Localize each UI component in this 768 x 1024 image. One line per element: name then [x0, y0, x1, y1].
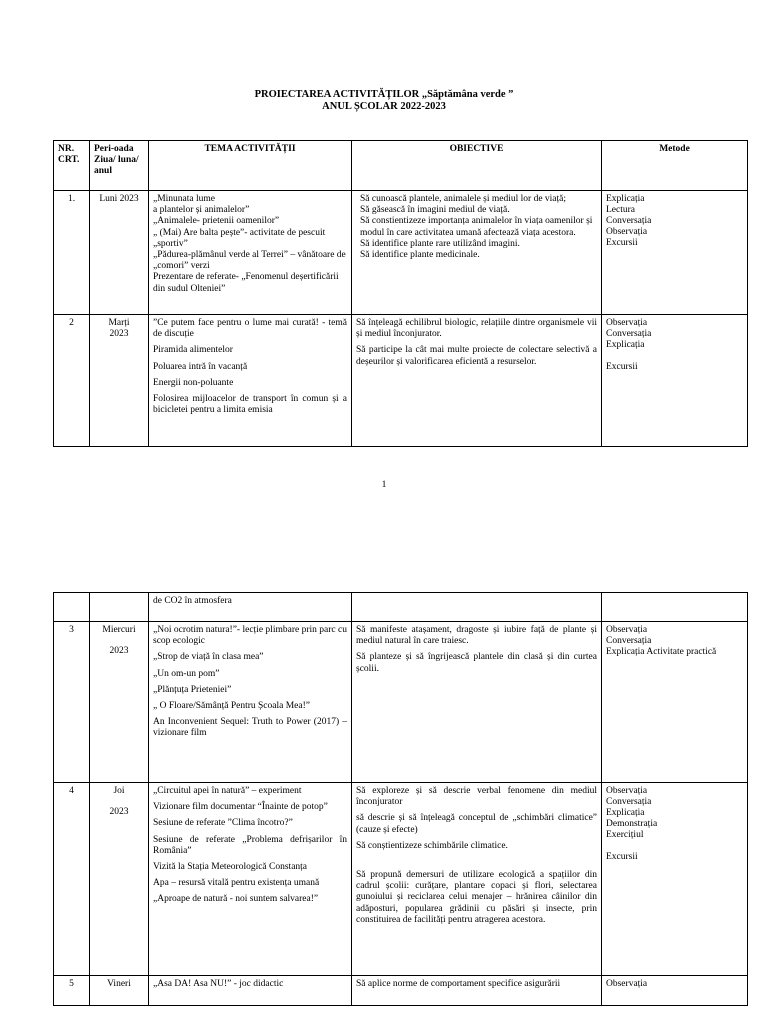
header-objectives: OBIECTIVE — [352, 141, 602, 191]
row-day: Miercuri 2023 — [90, 622, 149, 783]
row-number: 1. — [54, 191, 90, 315]
row-day: Marți 2023 — [90, 315, 149, 447]
row-number: 3 — [54, 622, 90, 783]
row-themes: „Circuitul apei în natură” – experiment Vizionare film documentar “Înainte de potop” Sesiune de referate ”Clima încotro?” Sesiune de referate „Problema defrișarilor în România” Vizită la Stația Meteorologică Constanța Apa – resursă vitală pentru existența umană „Aproape de natură - noi suntem salvarea!” — [149, 783, 352, 976]
row-themes: „Asa DA! Asa NU!” - joc didactic — [149, 976, 352, 1006]
row-methods: Observația Conversația Explicația Activitate practică — [602, 622, 748, 783]
row-objectives: Să înțeleagă echilibrul biologic, relațiile dintre organismele vii și mediul înconjurator. Să participe la cât mai multe proiecte de colectare selectivă a deșeurilor și valorificarea eficientă a resurselor. — [352, 315, 602, 447]
document-title: PROIECTAREA ACTIVITĂȚILOR „Săptămâna verde ” — [254, 89, 514, 100]
row-number: 5 — [54, 976, 90, 1006]
table-row — [54, 976, 748, 1006]
activities-table-page-2 — [53, 592, 748, 1006]
row-themes: „Minunata lume a plantelor și animalelor” „Animalele- prietenii oamenilor” „ (Mai) Are balta pește”- activitate de pescuit „sportiv” „Pădurea-plămânul verde al Terrei” – vânătoare de „comori” verzi Prezentare de referate- „Fenomenul deșertificării din sudul Olteniei” — [149, 191, 352, 315]
row-methods: Observația Conversația Explicația Excursii — [602, 315, 748, 447]
table-row-continuation — [54, 593, 748, 622]
row-objectives: Să manifeste atașament, dragoste și iubire față de plante și mediul natural în care traiesc. Să planteze și să îngrijească plantele din clasă și din curtea școlii. — [352, 622, 602, 783]
row-themes: ”Ce putem face pentru o lume mai curată! - temă de discuție Piramida alimentelor Poluarea intră în vacanță Energii non-poluante Folosirea mijloacelor de transport în comun și a bicicletei pentru a limita emisia — [149, 315, 352, 447]
table-row — [54, 783, 748, 976]
table-row — [54, 191, 748, 315]
page-number: 1 — [381, 480, 387, 490]
row-methods: Explicația Lectura Conversația Observația Excursii — [602, 191, 748, 315]
row-number: 2 — [54, 315, 90, 447]
header-nr: NR. CRT. — [54, 141, 90, 191]
row-day: Vineri — [90, 976, 149, 1006]
activities-table-page-1 — [53, 140, 748, 447]
row-day: Joi 2023 — [90, 783, 149, 976]
row-objectives: Să cunoască plantele, animalele și mediul lor de viață; Să găsească în imagini mediul de viață. Să constientizeze importanța animalelor în viața oamenilor și modul în care activitatea umană afectează viața acestora. Să identifice plante rare utilizând imagini. Să identifice plante medicinale. — [352, 191, 602, 315]
document-subtitle: ANUL ȘCOLAR 2022-2023 — [322, 101, 446, 112]
table-row — [54, 622, 748, 783]
row-objectives: Să exploreze și să descrie verbal fenomene din mediul înconjurator să descrie și să înțeleagă conceptul de „schimbări climatice” (cauze și efecte) Să conștientizeze schimbările climatice. Să propună demersuri de utilizare ecologică a spațiilor din cadrul școlii: curățare, plantare copaci și flori, selectarea gunoiului și reciclarea celui menajer – hrănirea câinilor din adăposturi, popularea grădinii cu păsări și insecte, prin constituirea de facilități pentru atragerea acestora. — [352, 783, 602, 976]
header-methods: Metode — [602, 141, 748, 191]
row-objectives: Să aplice norme de comportament specifice asigurării — [352, 976, 602, 1006]
row-themes: „Noi ocrotim natura!”- lecție plimbare prin parc cu scop ecologic „Strop de viață în clasa mea” „Un om-un pom” „Plănțuța Prieteniei” „ O Floare/Sămânță Pentru Școala Mea!” An Inconvenient Sequel: Truth to Power (2017) – vizionare film — [149, 622, 352, 783]
row-day: Luni 2023 — [90, 191, 149, 315]
table-header-row — [54, 141, 748, 191]
header-theme: TEMA ACTIVITĂȚII — [149, 141, 352, 191]
table-row — [54, 315, 748, 447]
row-methods: Observația Conversația Explicația Demonstrația Exercițiul Excursii — [602, 783, 748, 976]
row-themes: de CO2 în atmosfera — [149, 593, 352, 622]
header-period: Peri-oada Ziua/ luna/ anul — [90, 141, 149, 191]
row-methods: Observația — [602, 976, 748, 1006]
row-number: 4 — [54, 783, 90, 976]
